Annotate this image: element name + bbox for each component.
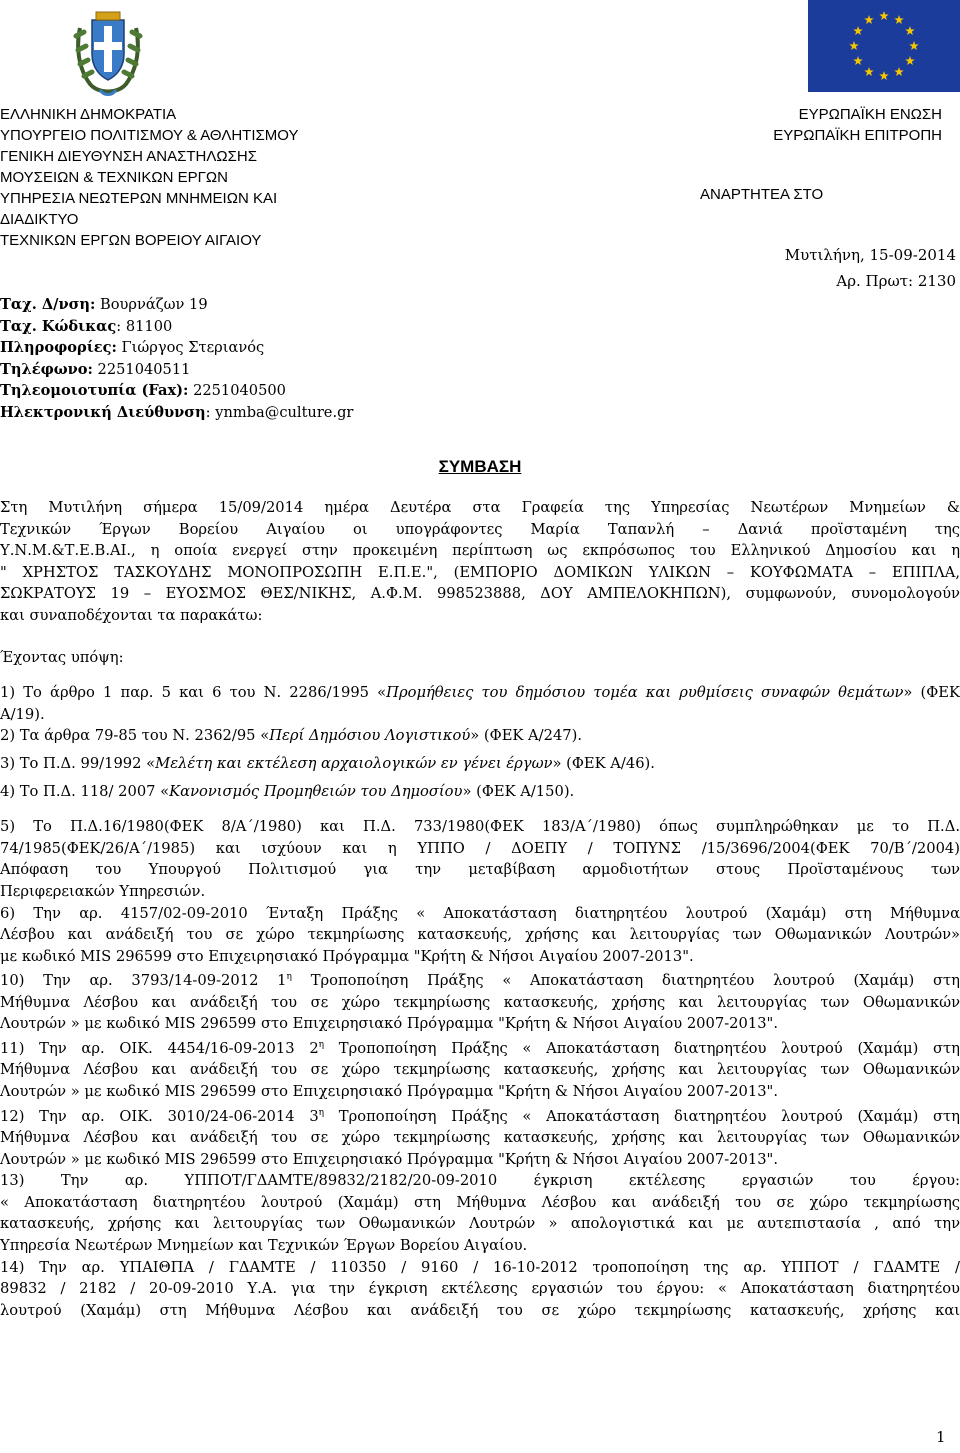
- document-body: [0, 497, 960, 1321]
- text-line: 13) Την αρ. ΥΠΠΟΤ/ΓΔΑΜΤΕ/89832/2182/20-09-2010 έγκριση εκτέλεσης εργασιών του έργου:: [0, 1172, 960, 1190]
- contact-fax: [0, 380, 500, 402]
- contact-details: [0, 294, 500, 423]
- contact-value: 2251040500: [188, 382, 286, 399]
- legal-basis-item-6: [0, 903, 960, 968]
- text-line: Περιφερειακών Υπηρεσιών.: [0, 882, 206, 900]
- contact-label: Τηλέφωνο:: [0, 360, 93, 378]
- contact-label: Ταχ. Δ/νση:: [0, 296, 96, 313]
- org-line: ΔΙΑΔΙΚΤΥΟ: [0, 211, 79, 228]
- text-line: με κωδικό MIS 296599 στο Επιχειρησιακό Πρόγραμμα "Κρήτη & Νήσοι Αιγαίου 2007-2013".: [0, 947, 694, 965]
- contact-value: : ynmba@culture.gr: [205, 403, 354, 421]
- item-text: Τροποποίηση Πράξης « Αποκατάσταση διατηρητέου λουτρού (Χαμάμ) στη: [324, 1107, 960, 1125]
- eu-commission-label: ΕΥΡΩΠΑΪΚΗ ΕΠΙΤΡΟΠΗ: [773, 127, 942, 144]
- legal-basis-item-13: [0, 1170, 960, 1256]
- item-text: Α/19).: [0, 705, 45, 723]
- text-line: " ΧΡΗΣΤΟΣ ΤΑΣΚΟΥΔΗΣ ΜΟΝΟΠΡΟΣΩΠΗ Ε.Π.Ε.", (ΕΜΠΟΡΙΟ ΔΟΜΙΚΩΝ ΥΛΙΚΩΝ – ΚΟΥΦΩΜΑΤΑ – ΕΠΙΠΛΑ,: [0, 563, 960, 581]
- issuing-authority: [0, 104, 440, 251]
- legal-basis-item-10: [0, 967, 960, 1035]
- legal-basis-item-4: [0, 781, 960, 803]
- place-date: Μυτιλήνη, 15-09-2014: [784, 246, 956, 264]
- ordinal-suffix: η: [286, 972, 292, 983]
- contact-value: : 81100: [116, 317, 173, 335]
- text-line: Λουτρών » με κωδικό MIS 296599 στο Επιχειρησιακό Πρόγραμμα "Κρήτη & Νήσοι Αιγαίου 2007-2013".: [0, 1083, 778, 1101]
- item-title: Περί Δημόσιου Λογιστικού: [269, 727, 471, 745]
- item-text: 1) Το άρθρο 1 παρ. 5 και 6 του Ν. 2286/1995 «: [0, 684, 387, 702]
- eu-flag-icon: [808, 0, 960, 92]
- posting-label: ΑΝΑΡΤΗΤΕΑ ΣΤΟ: [700, 186, 824, 203]
- item-text: 11) Την αρ. ΟΙΚ. 4454/16-09-2013 2: [0, 1039, 319, 1057]
- text-line: Μήθυμνα Λέσβου και ανάδειξή του σε χώρο τεκμηρίωσης κατασκευής, χρήσης και λειτουργίας των Οθωμανικών: [0, 1061, 960, 1079]
- eu-union-label: ΕΥΡΩΠΑΪΚΗ ΕΝΩΣΗ: [798, 106, 942, 123]
- text-line: Απόφαση του Υπουργού Πολιτισμού για την μεταβίβαση αρμοδιοτήτων στους Προϊσταμένους των: [0, 861, 960, 879]
- item-text: 4) Το Π.Δ. 118/ 2007 «: [0, 782, 170, 800]
- page-number: 1: [936, 1428, 946, 1446]
- item-title: Κανονισμός Προμηθειών του Δημοσίου: [169, 782, 463, 800]
- contact-value: 2251040511: [92, 360, 191, 378]
- org-line: ΥΠΗΡΕΣΙΑ ΝΕΩΤΕΡΩΝ ΜΝΗΜΕΙΩΝ ΚΑΙ: [0, 190, 278, 207]
- contact-value: Γιώργος Στεριανός: [116, 339, 265, 356]
- contact-address: [0, 294, 500, 316]
- text-line: Υπηρεσία Νεωτέρων Μνημείων και Τεχνικών Έργων Βορείου Αιγαίου.: [0, 1237, 528, 1255]
- contact-label: Ταχ. Κώδικας: [0, 317, 117, 335]
- contact-label: Ηλεκτρονική Διεύθυνση: [0, 403, 206, 421]
- document-title: ΣΥΜΒΑΣΗ: [438, 457, 522, 476]
- text-line: 6) Την αρ. 4157/02-09-2010 Ένταξη Πράξης « Αποκατάσταση διατηρητέου λουτρού (Χαμάμ) στη Μήθυμνα: [0, 904, 960, 922]
- item-text: 12) Την αρ. ΟΙΚ. 3010/24-06-2014 3: [0, 1107, 319, 1125]
- org-line: ΥΠΟΥΡΓΕΙΟ ΠΟΛΙΤΙΣΜΟΥ & ΑΘΛΗΤΙΣΜΟΥ: [0, 127, 299, 144]
- text-line: 89832 / 2182 / 20-09-2010 Υ.Α. για την έγκριση εκτέλεσης εργασιών του έργου: « Αποκατάσταση διατηρητέου: [0, 1280, 960, 1298]
- legal-basis-item-14: [0, 1257, 960, 1322]
- legal-basis-item-12: [0, 1103, 960, 1171]
- having-regard-heading: Έχοντας υπόψη:: [0, 648, 124, 666]
- text-line: Λέσβου και ανάδειξή του σε χώρο τεκμηρίωσης κατασκευής, χρήσης και λειτουργίας των Οθωμανικών Λουτρών»: [0, 926, 960, 944]
- org-line: ΓΕΝΙΚΗ ΔΙΕΥΘΥΝΣΗ ΑΝΑΣΤΗΛΩΣΗΣ: [0, 148, 257, 165]
- item-text: 2) Τα άρθρα 79-85 του Ν. 2362/95 «: [0, 727, 270, 745]
- legal-basis-item-5: [0, 816, 960, 902]
- text-line: « Αποκατάσταση διατηρητέου λουτρού (Χαμάμ) στη Μήθυμνα Λέσβου και ανάδειξή του σε χώρο τεκμηρίωσης: [0, 1193, 960, 1211]
- item-text: » (ΦΕΚ Α/46).: [552, 754, 655, 772]
- contact-info: [0, 337, 500, 359]
- contact-email: [0, 402, 500, 424]
- text-line: ΣΩΚΡΑΤΟΥΣ 19 – ΕΥΟΣΜΟΣ ΘΕΣ/ΝΙΚΗΣ, Α.Φ.Μ. 998523888, ΔΟΥ ΑΜΠΕΛΟΚΗΠΩΝ), συμφωνούν, συνομολογούν: [0, 585, 960, 603]
- item-text: 10) Την αρ. 3793/14-09-2012 1: [0, 972, 287, 990]
- item-title: Μελέτη και εκτέλεση αρχαιολογικών εν γένει έργων: [155, 754, 553, 772]
- org-line: ΕΛΛΗΝΙΚΗ ΔΗΜΟΚΡΑΤΙΑ: [0, 106, 177, 123]
- greek-coat-of-arms-icon: [66, 6, 150, 100]
- org-line: ΜΟΥΣΕΙΩΝ & ΤΕΧΝΙΚΩΝ ΕΡΓΩΝ: [0, 169, 228, 186]
- text-line: κατασκευής, χρήσης και λειτουργίας των Οθωμανικών Λουτρών » απολογιστικά και με αυτεπιστασία , από την: [0, 1215, 960, 1233]
- text-line: 5) Το Π.Δ.16/1980(ΦΕΚ 8/Α΄/1980) και Π.Δ. 733/1980(ΦΕΚ 183/Α΄/1980) όπως συμπληρώθηκαν με το Π.Δ.: [0, 818, 960, 836]
- ordinal-suffix: η: [318, 1107, 325, 1118]
- eu-block: [640, 104, 942, 146]
- item-title: Προμήθειες του δημόσιου τομέα και ρυθμίσεις συναφών θεμάτων: [386, 684, 904, 702]
- text-line: Τεχνικών Έργων Βορείου Αιγαίου οι υπογράφοντες Μαρία Ταπανλή – Δανιά προϊσταμένη της: [0, 520, 960, 538]
- text-line: λουτρού (Χαμάμ) στη Μήθυμνα Λέσβου και ανάδειξή του σε χώρο τεκμηρίωσης κατασκευής, χρήσης και: [0, 1301, 960, 1319]
- legal-basis-item-1: [0, 682, 960, 725]
- item-text: Τροποποίηση Πράξης « Αποκατάσταση διατηρητέου λουτρού (Χαμάμ) στη: [324, 1039, 960, 1057]
- item-text: » (ΦΕΚ Α/150).: [462, 782, 575, 800]
- text-line: Μήθυμνα Λέσβου και ανάδειξή του σε χώρο τεκμηρίωσης κατασκευής, χρήσης και λειτουργίας των Οθωμανικών: [0, 993, 960, 1011]
- contact-value: Βουρνάζων 19: [95, 296, 208, 313]
- contact-phone: [0, 359, 500, 381]
- contact-label: Τηλεομοιοτυπία (Fax):: [0, 382, 189, 399]
- contact-postcode: [0, 316, 500, 338]
- org-line: ΤΕΧΝΙΚΩΝ ΕΡΓΩΝ ΒΟΡΕΙΟΥ ΑΙΓΑΙΟΥ: [0, 232, 262, 249]
- text-line: Στη Μυτιλήνη σήμερα 15/09/2014 ημέρα Δευτέρα στα Γραφεία της Υπηρεσίας Νεωτέρων Μνημείων &: [0, 499, 960, 516]
- legal-basis-item-3: [0, 753, 960, 775]
- text-line: Λουτρών » με κωδικό MIS 296599 στο Επιχειρησιακό Πρόγραμμα "Κρήτη & Νήσοι Αιγαίου 2007-2013".: [0, 1150, 778, 1168]
- text-line: και συναποδέχονται τα παρακάτω:: [0, 606, 263, 624]
- text-line: 74/1985(ΦΕΚ/26/Α΄/1985) και ισχύουν και η ΥΠΠΟ / ΔΟΕΠΥ / ΤΟΠΥΝΣ /15/3696/2004(ΦΕΚ 70/Β΄/2004): [0, 839, 960, 857]
- item-text: Τροποποίηση Πράξης « Αποκατάσταση διατηρητέου λουτρού (Χαμάμ) στη: [291, 972, 960, 990]
- item-text: 3) Το Π.Δ. 99/1992 «: [0, 754, 156, 772]
- text-line: Μήθυμνα Λέσβου και ανάδειξή του σε χώρο τεκμηρίωσης κατασκευής, χρήσης και λειτουργίας των Οθωμανικών: [0, 1129, 960, 1147]
- legal-basis-item-2: [0, 725, 960, 747]
- intro-paragraph: [0, 497, 960, 627]
- item-text: » (ΦΕΚ Α/247).: [470, 727, 583, 745]
- contact-label: Πληροφορίες:: [0, 339, 117, 356]
- protocol-number: Αρ. Πρωτ: 2130: [836, 272, 956, 290]
- text-line: Λουτρών » με κωδικό MIS 296599 στο Επιχειρησιακό Πρόγραμμα "Κρήτη & Νήσοι Αιγαίου 2007-2013".: [0, 1015, 778, 1033]
- text-line: Υ.Ν.Μ.&Τ.Ε.Β.ΑΙ., η οποία ενεργεί στην προκειμένη περίπτωση ως εκπρόσωπος του Ελληνικού Δημοσίου και η: [0, 542, 960, 560]
- ordinal-suffix: η: [318, 1039, 325, 1050]
- text-line: 14) Την αρ. ΥΠΑΙΘΠΑ / ΓΔΑΜΤΕ / 110350 / 9160 / 16-10-2012 τροποποίηση της αρ. ΥΠΠΟΤ / ΓΔΑΜΤΕ /: [0, 1258, 960, 1276]
- item-text: » (ΦΕΚ: [903, 684, 960, 702]
- legal-basis-item-11: [0, 1035, 960, 1103]
